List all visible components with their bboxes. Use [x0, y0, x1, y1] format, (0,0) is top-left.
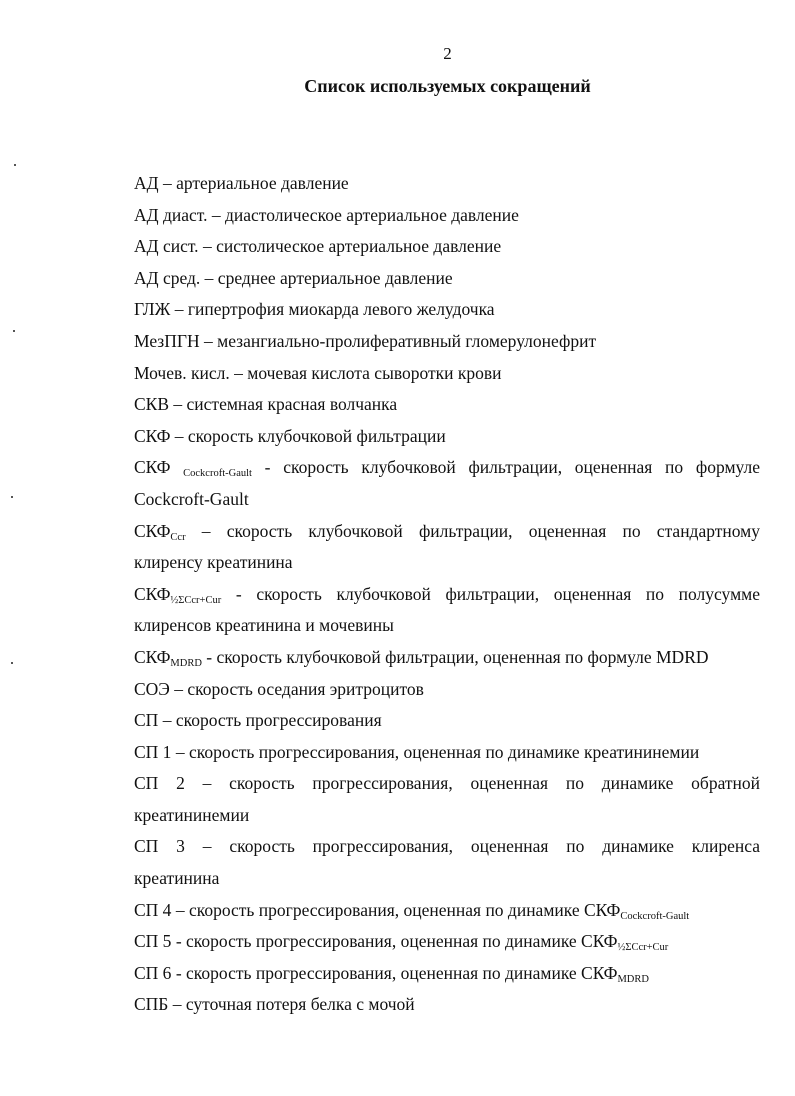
- abbreviation-definition: скорость прогрессирования, оцененная по динамике креатининемии: [188, 741, 700, 762]
- abbreviation-definition: артериальное давление: [176, 173, 349, 193]
- abbreviation-subscript: ½ΣCcr+Cur: [170, 594, 222, 606]
- abbreviation-definition: скорость прогрессирования: [175, 710, 382, 731]
- abbreviation-term: МезПГН: [134, 330, 200, 351]
- abbreviation-entry: СП 3 – скорость прогрессирования, оцененная по динамике клиренса креатинина: [134, 836, 761, 889]
- page-number: 2: [443, 44, 452, 63]
- scan-artifact-dot: [14, 164, 16, 166]
- abbreviation-definition: скорость клубочковой фильтрации, оцененная по формуле MDRD: [216, 646, 709, 667]
- abbreviation-term: СКФ: [134, 520, 171, 541]
- abbreviation-entry: СПБ – суточная потеря белка с мочой: [134, 994, 415, 1015]
- abbreviations-list: [134, 168, 760, 1021]
- abbreviation-term: СП: [134, 710, 159, 731]
- abbreviation-definition: скорость прогрессирования, оцененная по динамике обратной: [229, 773, 761, 794]
- abbreviation-entry: ГЛЖ – гипертрофия миокарда левого желудочка: [134, 299, 495, 320]
- abbreviation-subscript: MDRD: [170, 657, 202, 669]
- abbreviation-entry: АД – артериальное давление: [134, 173, 349, 193]
- scan-artifact-dot: [11, 662, 13, 664]
- abbreviation-definition-cont: клиренсу креатинина: [134, 552, 293, 573]
- abbreviation-entry: СП – скорость прогрессирования: [134, 710, 382, 731]
- abbreviation-definition: суточная потеря белка с мочой: [185, 994, 415, 1015]
- abbreviation-definition: скорость клубочковой фильтрации, оцененная по полусумме: [256, 583, 760, 604]
- abbreviation-definition: скорость клубочковой фильтрации: [187, 425, 446, 446]
- abbreviation-term: СП 1: [134, 741, 172, 762]
- abbreviation-definition-cont: креатининемии: [134, 804, 250, 825]
- abbreviation-term: СКФ: [134, 583, 171, 604]
- abbreviation-entry: СП 2 – скорость прогрессирования, оцененная по динамике обратной креатининемии: [134, 773, 761, 825]
- abbreviation-entry: Мочев. кисл. – мочевая кислота сыворотки крови: [134, 362, 502, 383]
- abbreviation-definition-cont: креатинина: [134, 868, 220, 889]
- abbreviation-subscript: Ccr: [170, 531, 186, 543]
- abbreviation-term: СКФ: [134, 425, 171, 446]
- abbreviation-term: АД: [134, 173, 159, 193]
- abbreviation-definition-cont: Cockcroft-Gault: [134, 488, 249, 509]
- abbreviation-entry: СОЭ – скорость оседания эритроцитов: [134, 678, 424, 699]
- abbreviation-entry: МезПГН – мезангиально-пролиферативный гломерулонефрит: [134, 330, 597, 351]
- abbreviation-entry: СП 1 – скорость прогрессирования, оцененная по динамике креатининемии: [134, 741, 700, 762]
- abbreviation-definition: диастолическое артериальное давление: [224, 204, 519, 225]
- abbreviation-entry: СП 4 – скорость прогрессирования, оцененная по динамике $СКФ_{Cockcroft-Gault}$: [134, 899, 690, 922]
- abbreviation-term: СП 6: [134, 962, 172, 983]
- abbreviation-term: СП 3: [134, 836, 185, 857]
- abbreviation-term: АД диаст.: [134, 204, 208, 225]
- abbreviation-definition: скорость прогрессирования, оцененная по динамике клиренса: [229, 836, 761, 857]
- abbreviation-definition: скорость оседания эритроцитов: [187, 678, 424, 699]
- abbreviation-subscript: MDRD: [617, 973, 649, 985]
- abbreviation-term: СКВ: [134, 394, 170, 415]
- abbreviation-entry: АД диаст. – диастолическое артериальное давление: [134, 204, 519, 225]
- abbreviation-term: СПБ: [134, 994, 169, 1015]
- abbreviation-definition: скорость прогрессирования, оцененная по динамике СКФ: [186, 962, 618, 983]
- scan-artifact-dot: [11, 496, 13, 498]
- abbreviation-definition: системная красная волчанка: [186, 394, 398, 415]
- abbreviation-definition: систолическое артериальное давление: [216, 236, 502, 257]
- abbreviation-entry: СП 6 - скорость прогрессирования, оцененная по динамике $СКФ_{MDRD}$: [134, 962, 649, 985]
- abbreviation-entry: $СКФ_{Ccr}$ – скорость клубочковой фильтрации, оцененная по стандартному клиренсу креатинина: [134, 520, 761, 573]
- abbreviation-definition: мезангиально-пролиферативный гломерулонефрит: [217, 330, 597, 351]
- abbreviation-term: ГЛЖ: [134, 299, 171, 320]
- abbreviation-entry: $СКФ_{MDRD}$ - скорость клубочковой фильтрации, оцененная по формуле MDRD: [134, 646, 709, 669]
- abbreviation-definition-cont: клиренсов креатинина и мочевины: [134, 615, 394, 636]
- abbreviation-definition: гипертрофия миокарда левого желудочка: [187, 299, 495, 320]
- scan-artifact-dot: [13, 330, 15, 332]
- abbreviation-term: Мочев. кисл.: [134, 362, 230, 383]
- abbreviation-term: СОЭ: [134, 678, 170, 699]
- abbreviation-subscript: Cockcroft-Gault: [183, 468, 252, 480]
- abbreviation-entry: СП 5 - скорость прогрессирования, оцененная по динамике $СКФ_{\frac{1}{2}\Sigma Ccr+Cur}$: [134, 931, 669, 954]
- abbreviation-definition: скорость клубочковой фильтрации, оцененная по формуле: [283, 457, 761, 478]
- abbreviation-term: СКФ: [134, 646, 171, 667]
- abbreviation-term: СП 2: [134, 773, 185, 794]
- page-title: Список используемых сокращений: [304, 76, 591, 96]
- abbreviation-definition: скорость прогрессирования, оцененная по динамике СКФ: [188, 899, 621, 920]
- abbreviation-entry: СКФ $_{Cockcroft-Gault}$ - скорость клубочковой фильтрации, оцененная по формуле Cockcroft-Gault: [134, 457, 761, 509]
- abbreviation-term: АД сред.: [134, 267, 201, 288]
- abbreviation-subscript: Cockcroft-Gault: [620, 910, 690, 922]
- abbreviation-definition: скорость клубочковой фильтрации, оцененная по стандартному: [226, 520, 761, 541]
- abbreviation-definition: среднее артериальное давление: [217, 267, 453, 288]
- abbreviation-term: СП 4: [134, 899, 172, 920]
- abbreviation-term: СП 5: [134, 931, 172, 952]
- abbreviation-entry: СКВ – системная красная волчанка: [134, 394, 398, 415]
- abbreviation-term: СКФ: [134, 457, 171, 478]
- abbreviation-entry: АД сист. – систолическое артериальное давление: [134, 236, 502, 257]
- abbreviation-subscript: ½ΣCcr+Cur: [617, 942, 669, 954]
- abbreviation-entry: $СКФ_{\frac{1}{2}\Sigma Ccr+Cur}$ - скорость клубочковой фильтрации, оцененная по полусумме клиренсов креатинина и мочевины: [134, 583, 760, 636]
- abbreviation-entry: СКФ – скорость клубочковой фильтрации: [134, 425, 446, 446]
- abbreviation-term: АД сист.: [134, 236, 199, 257]
- abbreviation-definition: скорость прогрессирования, оцененная по динамике СКФ: [186, 931, 618, 952]
- abbreviation-entry: АД сред. – среднее артериальное давление: [134, 267, 453, 288]
- abbreviation-definition: мочевая кислота сыворотки крови: [247, 362, 502, 383]
